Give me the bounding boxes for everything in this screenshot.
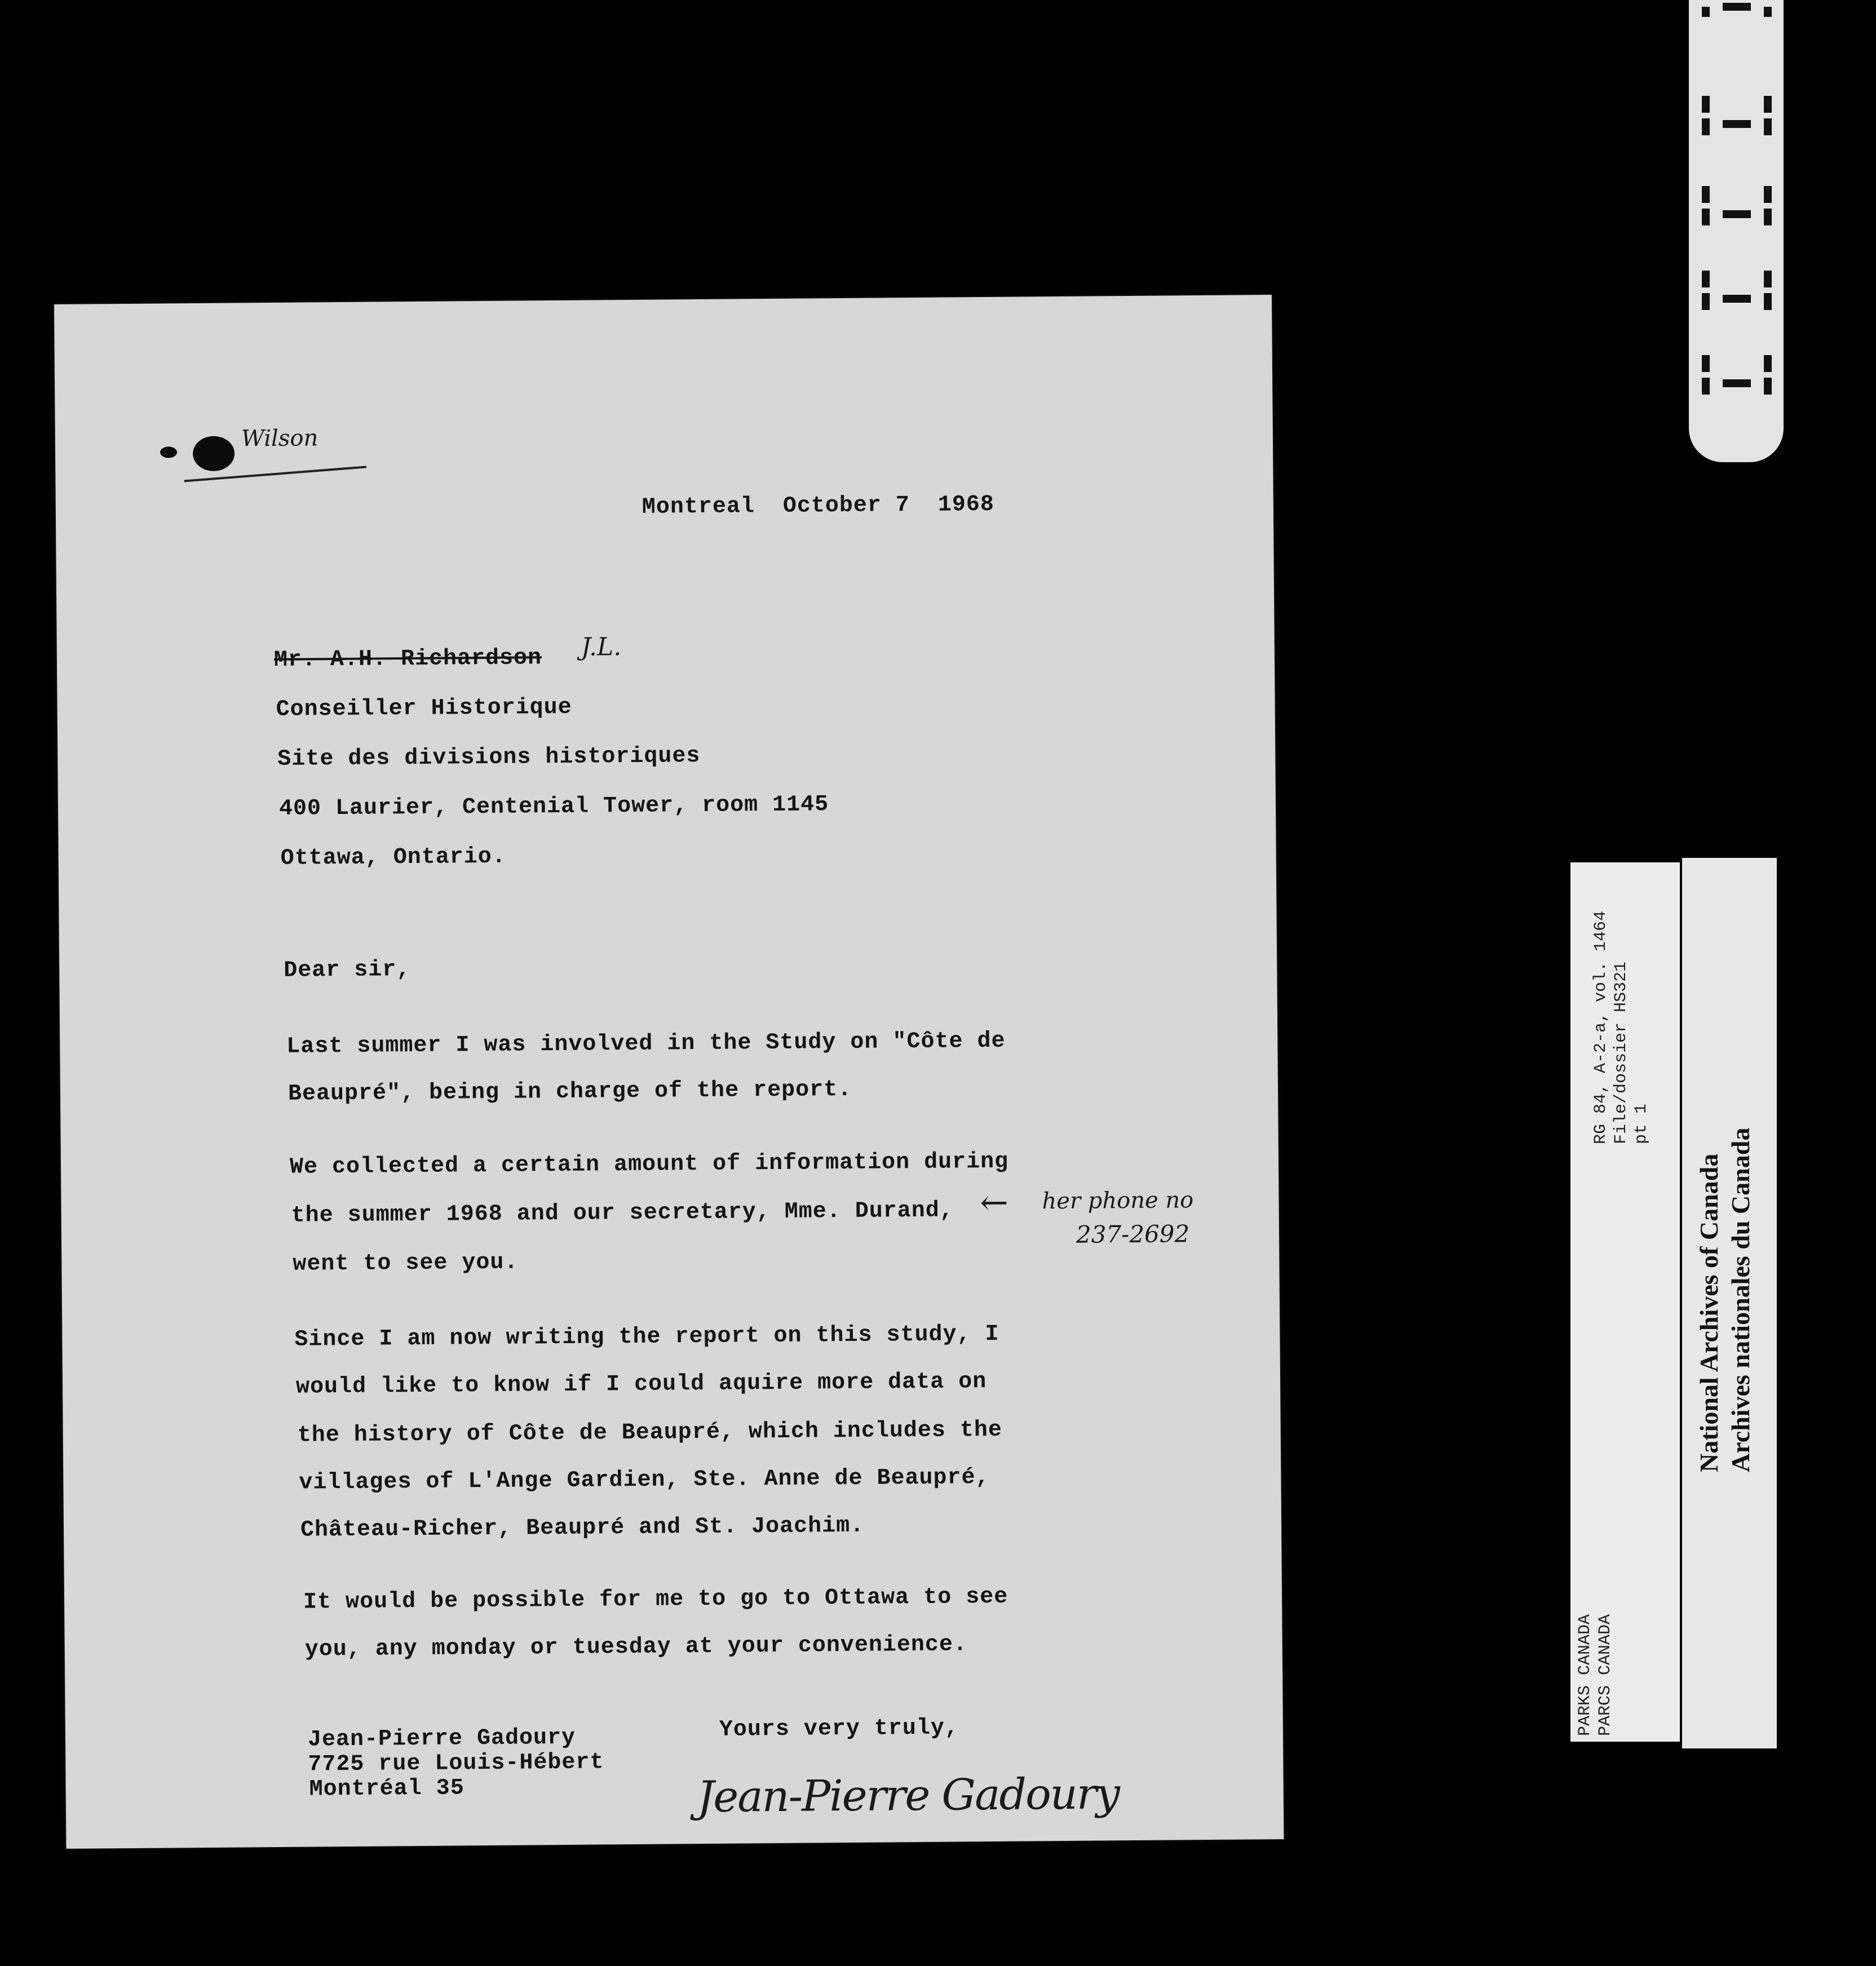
margin-note-phone-label: her phone no	[1042, 1187, 1194, 1215]
ink-blot-small	[160, 446, 177, 458]
date-line: Montreal October 7 1968	[641, 491, 995, 520]
archive-reference-line: File/dossier HS321	[1612, 961, 1631, 1144]
film-frame-marker	[1689, 0, 1784, 462]
salutation: Dear sir,	[284, 957, 411, 984]
sender-address: 7725 rue Louis-Hébert	[308, 1750, 604, 1778]
paragraph-line: Château-Richer, Beaupré and St. Joachim.	[300, 1513, 865, 1543]
sender-name: Jean-Pierre Gadoury	[307, 1725, 576, 1753]
paragraph-line: you, any monday or tuesday at your convenience.	[304, 1632, 968, 1663]
signature: Jean-Pierre Gadoury	[697, 1768, 1120, 1822]
archive-reference-line: RG 84, A-2-a, vol. 1464	[1591, 910, 1610, 1144]
margin-note-phone-number: 237-2692	[1076, 1220, 1190, 1248]
frame-bracket-icons	[1689, 0, 1784, 462]
recipient-line: Site des divisions historiques	[277, 743, 701, 772]
paragraph-line: went to see you.	[293, 1250, 519, 1277]
agency-block	[1575, 1614, 1616, 1736]
institution-line-fr: Archives nationales du Canada	[1726, 1127, 1755, 1472]
archive-reference-label	[1570, 862, 1680, 1742]
closing: Yours very truly,	[719, 1715, 959, 1743]
ink-blot	[193, 436, 235, 471]
annotation-wilson: Wilson	[241, 425, 318, 452]
paragraph-line: the summer 1968 and our secretary, Mme. Durand,	[291, 1198, 954, 1229]
institution-line-en: National Archives of Canada	[1694, 1153, 1723, 1472]
paragraph-line: We collected a certain amount of information during	[289, 1149, 1009, 1180]
archive-reference-line: pt 1	[1632, 1103, 1651, 1144]
archive-reference-block	[1591, 911, 1652, 1144]
national-archives-label	[1682, 858, 1777, 1748]
recipient-line: Ottawa, Ontario.	[280, 844, 506, 871]
paragraph-line: villages of L'Ange Gardien, Ste. Anne de Beaupré,	[299, 1465, 990, 1496]
paragraph-line: Beaupré", being in charge of the report.	[287, 1077, 852, 1107]
recipient-struck-name: Mr. A.H. Richardson	[273, 645, 542, 673]
paragraph-line: the history of Côte de Beaupré, which includes the	[297, 1417, 1003, 1449]
agency-line: PARCS CANADA	[1596, 1614, 1615, 1736]
recipient-line: Conseiller Historique	[276, 694, 572, 723]
paragraph-line: would like to know if I could aquire more data on	[295, 1369, 987, 1400]
paragraph-line: It would be possible for me to go to Ottawa to see	[303, 1584, 1008, 1615]
paragraph-line: Last summer I was involved in the Study on "Côte de	[286, 1028, 1006, 1060]
agency-line: PARKS CANADA	[1576, 1614, 1595, 1736]
institution-block	[1693, 1128, 1756, 1472]
recipient-line: 400 Laurier, Centenial Tower, room 1145	[278, 792, 829, 822]
recipient-initials: J.L.	[581, 632, 622, 662]
sender-city: Montréal 35	[309, 1775, 464, 1803]
paragraph-line: Since I am now writing the report on this study, I	[294, 1321, 999, 1353]
letter-page	[54, 295, 1284, 1849]
margin-note-arrow: ←	[980, 1183, 1009, 1223]
